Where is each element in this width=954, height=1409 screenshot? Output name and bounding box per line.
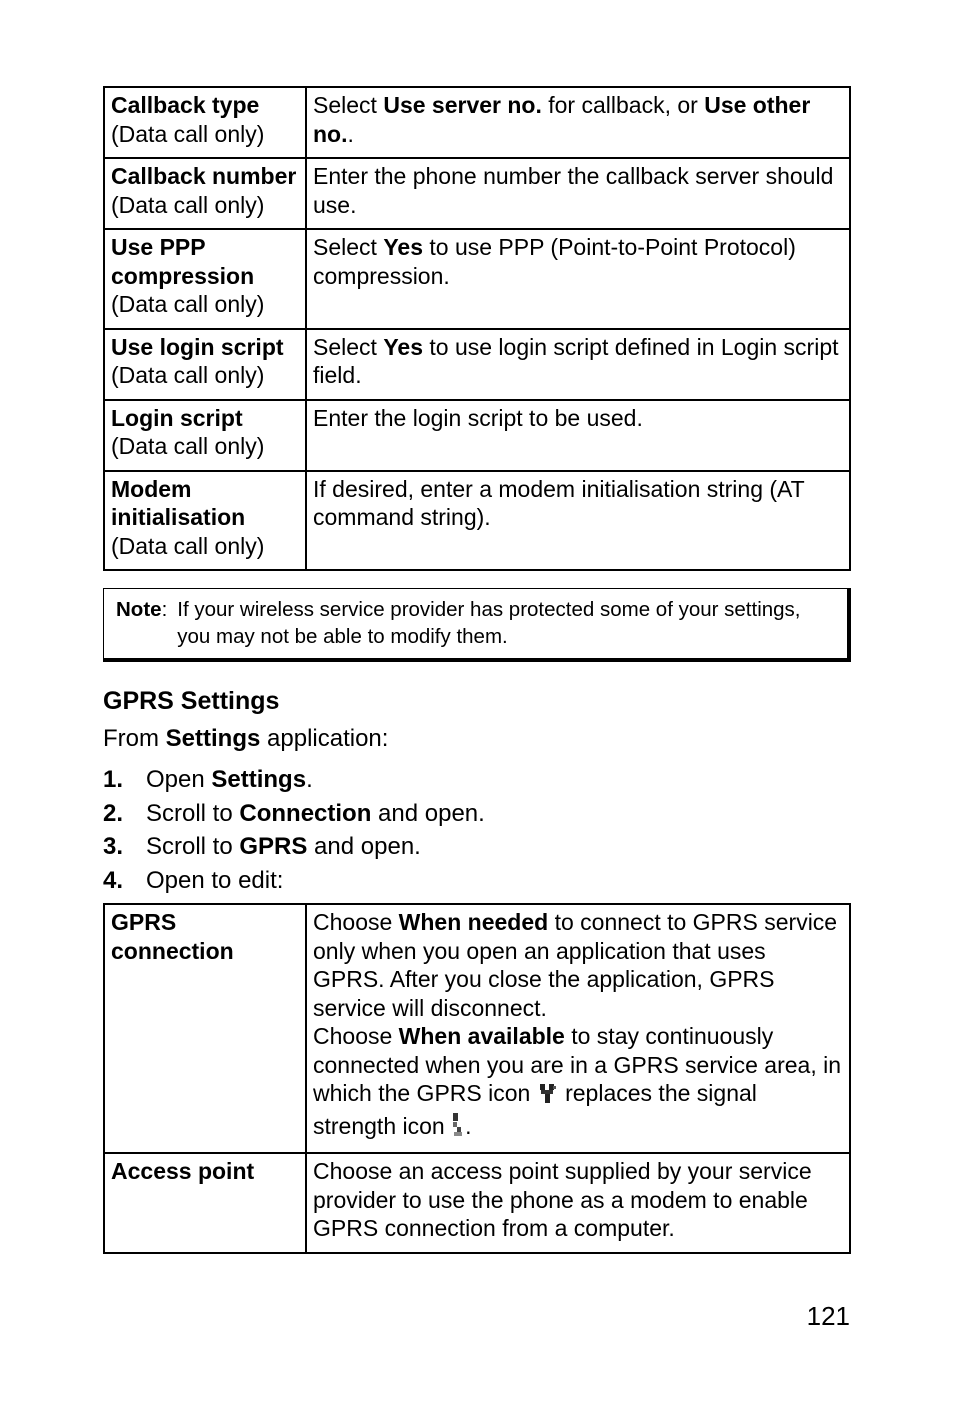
step-post: and open.: [307, 833, 421, 860]
access-point-desc: Choose an access point supplied by your service provider to use the phone as a modem to enable GPRS connection from a computer.: [306, 1153, 850, 1253]
description-segment: Yes: [383, 333, 423, 360]
setting-sublabel: (Data call only): [111, 291, 265, 317]
step-text: [146, 797, 485, 831]
table-row: [104, 471, 850, 571]
table-row: [104, 1153, 850, 1253]
description-segment: to use PPP (Point-to-Point Protocol) compression.: [313, 234, 796, 289]
description-segment: Select: [313, 333, 384, 360]
setting-label: Login script: [111, 404, 243, 431]
page-number: 121: [806, 1301, 850, 1331]
setting-label: Use PPP compression: [111, 234, 255, 289]
setting-description: [306, 471, 850, 571]
list-item: [103, 763, 851, 797]
intro-bold: Settings: [165, 725, 261, 752]
gprs-settings-table: [103, 903, 851, 1254]
note-box: [103, 588, 851, 662]
description-segment: for callback, or: [541, 92, 705, 118]
gprs-desc-p2-mid: to stay continuously connected when you are in a GPRS service area, in which the GPRS icon: [313, 1023, 842, 1106]
step-bold: Connection: [239, 799, 372, 827]
data-call-settings-table: [103, 86, 851, 571]
note-text: If your wireless service provider has protected some of your settings, you may not be able to modify them.: [177, 598, 801, 648]
setting-label-cell: [104, 229, 306, 329]
signal-strength-icon: [451, 1111, 465, 1144]
setting-label: Use login script: [111, 333, 284, 360]
step-text: [146, 830, 421, 864]
description-segment: Use other no.: [313, 92, 811, 147]
step-pre: Open: [146, 766, 212, 793]
gprs-connection-label: GPRS connection: [111, 909, 234, 964]
gprs-connection-label-cell: [104, 904, 306, 1153]
step-bold: GPRS: [239, 833, 308, 860]
note-label: Note: [116, 598, 162, 621]
step-pre: Scroll to: [146, 799, 240, 827]
setting-sublabel: (Data call only): [111, 433, 265, 459]
table-row: [104, 904, 850, 1153]
table-row: [104, 87, 850, 158]
setting-sublabel: (Data call only): [111, 191, 265, 218]
setting-sublabel: (Data call only): [111, 120, 265, 147]
step-post: and open.: [371, 799, 485, 827]
gprs-desc-p2-pre: Choose: [313, 1023, 399, 1049]
description-segment: to use login script defined in Login script field.: [313, 333, 839, 388]
gprs-connection-desc-cell: [306, 904, 850, 1153]
setting-label-cell: [104, 400, 306, 471]
manual-page: [103, 86, 851, 1254]
step-post: .: [306, 766, 313, 793]
setting-description: [306, 229, 850, 329]
steps-list: [103, 763, 851, 897]
setting-sublabel: (Data call only): [111, 532, 265, 559]
table-row: [104, 229, 850, 329]
table-row: [104, 158, 850, 229]
description-segment: Yes: [383, 234, 423, 260]
setting-label: Modem initialisation: [111, 475, 246, 530]
note-colon: :: [161, 598, 168, 621]
table-row: [104, 400, 850, 471]
gprs-desc-p1-pre: Choose: [313, 909, 399, 935]
section-title: GPRS Settings: [103, 687, 280, 715]
step-pre: Scroll to: [146, 833, 240, 860]
setting-label: Callback number: [111, 163, 297, 189]
description-segment: If desired, enter a modem initialisation string (AT command string).: [313, 475, 805, 530]
table-row: [104, 329, 850, 400]
gprs-desc-p1-post: to connect to GPRS service only when you open an application that uses GPRS. After you close the application, GPRS service will disconnect.: [313, 909, 838, 1021]
setting-label-cell: [104, 87, 306, 158]
gprs-icon: [537, 1082, 559, 1111]
setting-sublabel: (Data call only): [111, 362, 265, 388]
description-segment: Use server no.: [383, 92, 542, 118]
setting-description: [306, 158, 850, 229]
description-segment: Enter the phone number the callback server should use.: [313, 163, 834, 218]
description-segment: .: [347, 120, 354, 147]
setting-label-cell: [104, 329, 306, 400]
access-point-label: Access point: [111, 1158, 255, 1184]
data-call-settings-body: [104, 87, 850, 570]
step-number: 3.: [103, 833, 124, 860]
setting-description: [306, 400, 850, 471]
step-number: 1.: [103, 766, 124, 793]
intro-pre: From: [103, 725, 166, 752]
gprs-desc-p1-bold: When needed: [398, 909, 549, 935]
step-pre: Open to edit:: [146, 866, 284, 894]
step-number: 2.: [103, 799, 124, 827]
step-number: 4.: [103, 866, 124, 894]
intro-post: application:: [260, 725, 389, 752]
setting-description: [306, 329, 850, 400]
setting-label-cell: [104, 158, 306, 229]
description-segment: Select: [313, 234, 384, 260]
step-text: [146, 864, 283, 898]
description-segment: Select: [313, 92, 384, 118]
access-point-label-cell: [104, 1153, 306, 1253]
list-item: [103, 830, 851, 864]
list-item: [103, 797, 851, 831]
gprs-desc-p2-end: .: [465, 1112, 472, 1139]
gprs-desc-p2-bold: When available: [398, 1023, 565, 1049]
section-intro: [103, 724, 851, 754]
step-text: [146, 763, 313, 797]
setting-description: [306, 87, 850, 158]
list-item: [103, 864, 851, 898]
setting-label-cell: [104, 471, 306, 571]
description-segment: Enter the login script to be used.: [313, 404, 643, 431]
step-bold: Settings: [211, 766, 307, 793]
gprs-desc-p2-mid2: replaces the signal strength icon: [313, 1080, 757, 1139]
setting-label: Callback type: [111, 92, 260, 118]
